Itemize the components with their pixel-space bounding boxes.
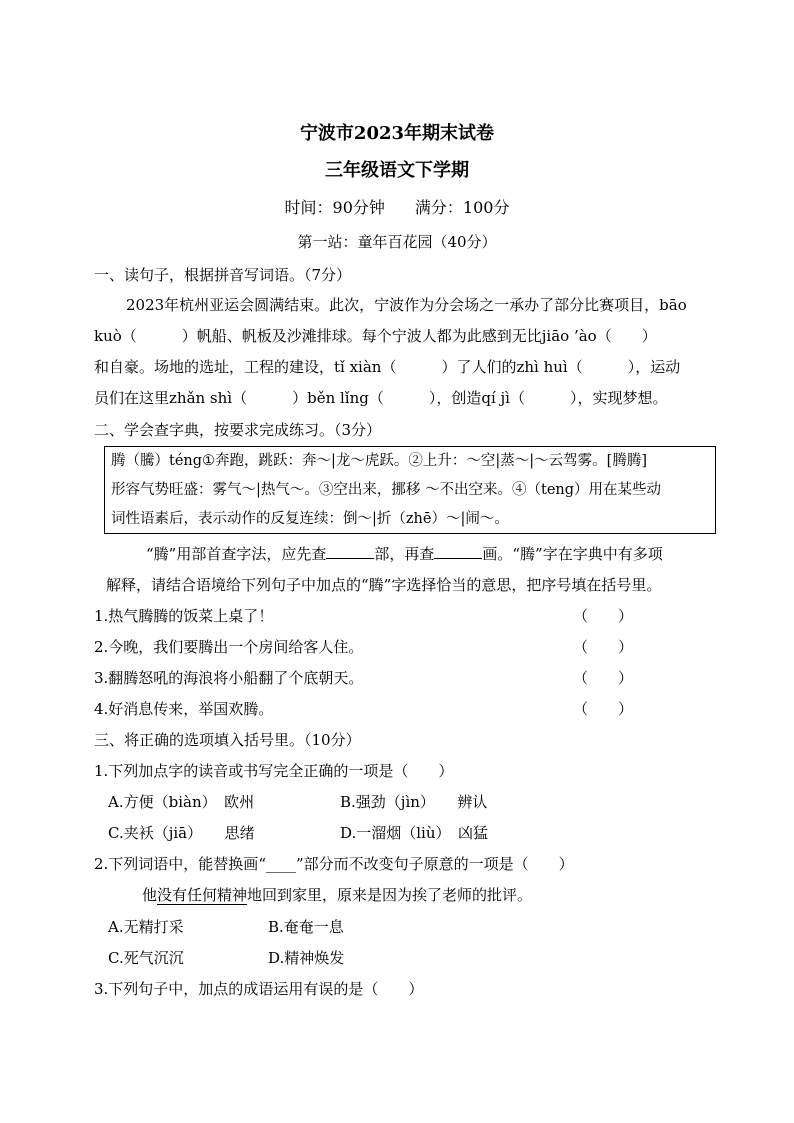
section2-heading: 二、学会查字典，按要求完成练习。（3分） <box>94 421 382 439</box>
answer-paren-3[interactable]: （ ） <box>573 669 634 687</box>
exam-meta <box>0 198 794 218</box>
q2-option-c[interactable]: C.死气沉沉 <box>108 949 184 967</box>
exam-score: 满分：100分 <box>414 198 510 217</box>
answer-paren-1[interactable]: （ ） <box>573 607 634 625</box>
q2-sentence-pre: 他 <box>142 886 158 904</box>
question-2: 2.下列词语中，能替换画“____”部分而不改变句子原意的一项是（ ） <box>94 855 574 873</box>
section1-heading: 一、读句子，根据拼音写词语。（7分） <box>94 266 352 284</box>
exam-title: 宁波市2023年期末试卷 <box>299 123 495 144</box>
section2-item-3: 3.翻腾怒吼的海浪将小船翻了个底朝天。 <box>94 669 364 687</box>
section2-instruction-line-2: 解释，请结合语境给下列句子中加点的“腾”字选择恰当的意思，把序号填在括号里。 <box>106 576 662 594</box>
section2-item-2: 2.今晚，我们要腾出一个房间给客人住。 <box>94 638 364 656</box>
section1-line-1: 2023年杭州亚运会圆满结束。此次，宁波作为分会场之一承办了部分比赛项目，bāo <box>126 296 687 314</box>
dictionary-line-3: 词性语素后，表示动作的反复连续：倒～|折（zhē）～|闹～。 <box>111 511 509 527</box>
q2-sentence-post: 地回到家里，原来是因为挨了老师的批评。 <box>247 886 533 904</box>
q2-option-d[interactable]: D.精神焕发 <box>268 949 345 967</box>
q2-option-b[interactable]: B.奄奄一息 <box>268 918 344 936</box>
section3-heading: 三、将正确的选项填入括号里。（10分） <box>94 731 361 749</box>
instruction-part-a: “腾”用部首查字法，应先查 <box>146 545 327 563</box>
section2-instruction <box>146 544 663 564</box>
question-3: 3.下列句子中，加点的成语运用有误的是（ ） <box>94 980 424 998</box>
exam-subtitle: 三年级语文下学期 <box>325 160 469 181</box>
exam-time: 时间：90分钟 <box>284 198 385 217</box>
stroke-blank[interactable] <box>434 544 482 559</box>
question-1: 1.下列加点字的读音或书写完全正确的一项是（ ） <box>94 762 454 780</box>
dictionary-entry-box <box>104 446 716 534</box>
q1-option-a[interactable]: A.方便（biàn） 欧州 <box>108 793 255 811</box>
section1-line-4: 员们在这里zhǎn shì（ ）běn lǐng（ ），创造qí jì（ ），实现梦想。 <box>94 389 668 407</box>
q2-sentence <box>142 885 532 905</box>
instruction-part-b: 部，再查 <box>374 545 435 563</box>
section1-line-3: 和自豪。场地的选址，工程的建设，tǐ xiàn（ ）了人们的zhì huì（ ），运动 <box>94 358 681 376</box>
section2-item-1: 1.热气腾腾的饭菜上桌了！ <box>94 607 274 625</box>
dictionary-line-2: 形容气势旺盛：雾气～|热气～。③空出来，挪移 ～不出空来。④（teng）用在某些动 <box>111 482 662 498</box>
answer-paren-4[interactable]: （ ） <box>573 700 634 718</box>
q1-option-d[interactable]: D.一溜烟（liù） 凶猛 <box>340 824 489 842</box>
dictionary-line-1: 腾（騰）téng①奔跑，跳跃：奔～|龙～虎跃。②上升：～空|蒸～|～云驾雾。[腾腾] <box>111 453 647 469</box>
station-heading: 第一站：童年百花园（40分） <box>297 233 497 251</box>
q2-option-a[interactable]: A.无精打采 <box>108 918 184 936</box>
section1-line-2: kuò（ ）帆船、帆板及沙滩排球。每个宁波人都为此感到无比jiāo ’ào（ ） <box>94 327 657 345</box>
section2-item-4: 4.好消息传来，举国欢腾。 <box>94 700 274 718</box>
q2-underlined-phrase: 没有任何精神 <box>157 886 248 904</box>
instruction-part-c: 画。“腾”字在字典中有多项 <box>482 545 663 563</box>
q1-option-c[interactable]: C.夹袄（jiā） 思绪 <box>108 824 255 842</box>
radical-blank[interactable] <box>326 544 374 559</box>
answer-paren-2[interactable]: （ ） <box>573 638 634 656</box>
q1-option-b[interactable]: B.强劲（jìn） 辨认 <box>340 793 488 811</box>
